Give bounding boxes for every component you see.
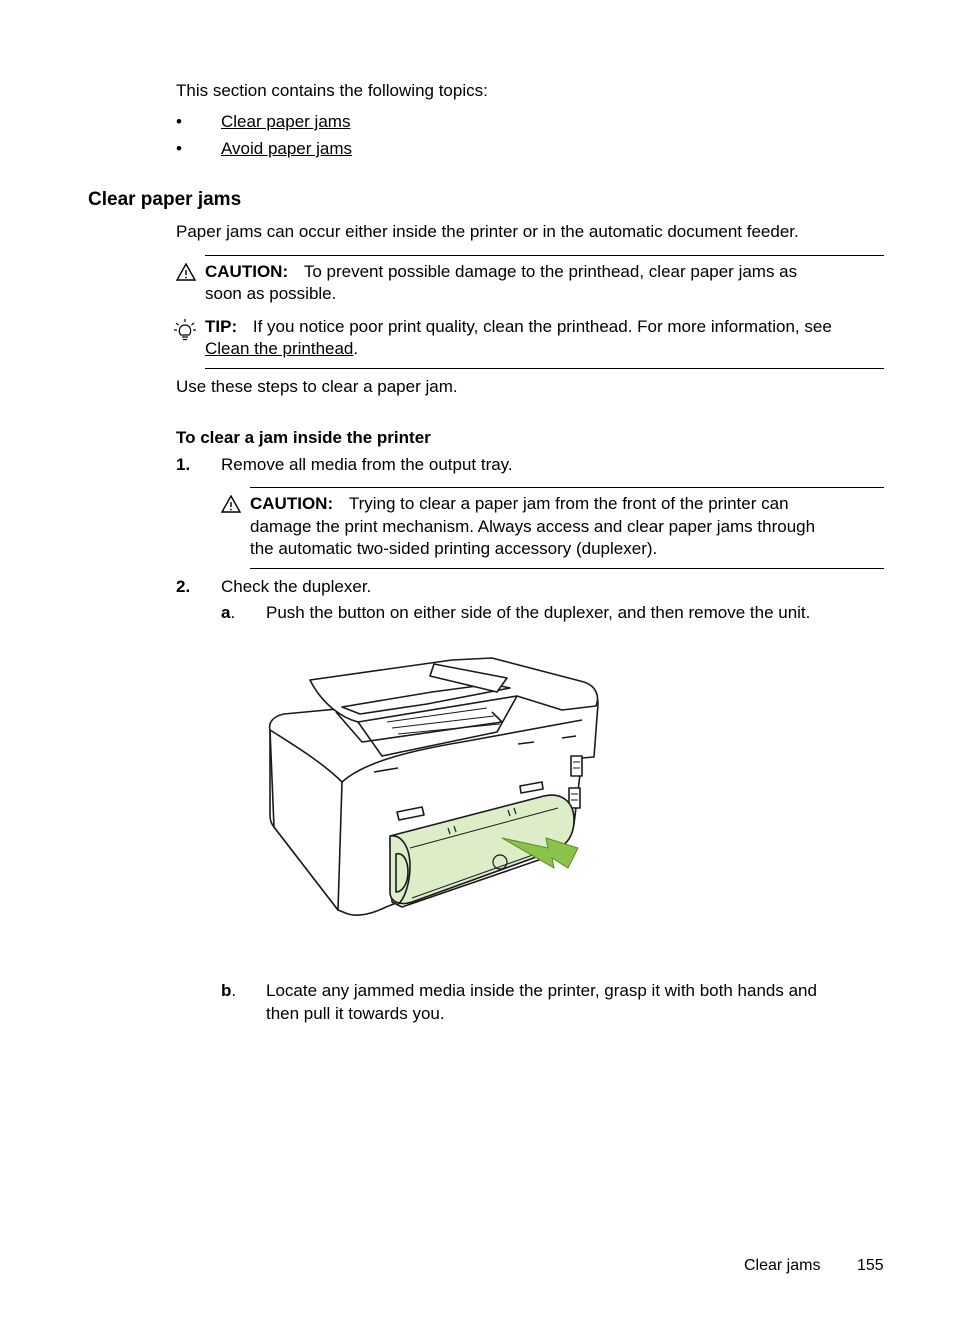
printer-duplexer-illustration [262,652,607,924]
tip-link-line [205,339,358,359]
footer-section-name: Clear jams [744,1257,821,1274]
caution-text-cont: the automatic two-sided printing accessory (duplexer). [250,539,658,558]
section-paragraph: Paper jams can occur either inside the printer or in the automatic document feeder. [176,222,799,241]
tip-label: TIP: [205,317,238,336]
procedure-title: To clear a jam inside the printer [176,428,431,447]
lightbulb-icon [174,318,196,342]
note-divider [250,568,884,569]
tip-line [205,317,832,337]
caution-text-cont: damage the print mechanism. Always access and clear paper jams through [250,517,816,536]
step-number: 2. [176,577,191,596]
step-text: Remove all media from the output tray. [221,455,513,474]
note-divider [250,487,884,488]
topic-bullet: • [176,139,182,158]
warning-triangle-icon [176,262,196,282]
intro-text: This section contains the following topics: [176,81,488,100]
tip-text: If you notice poor print quality, clean the printhead. For more information, see [252,317,832,336]
caution-line [205,262,797,282]
clean-printhead-link[interactable]: Clean the printhead [205,339,354,358]
substep-letter: b. [221,981,237,1000]
caution-label: CAUTION: [205,262,289,281]
substep-text: Push the button on either side of the duplexer, and then remove the unit. [266,603,811,622]
caution-line [250,494,789,514]
warning-triangle-icon [221,494,241,514]
step-number: 1. [176,455,191,474]
note-divider [205,255,884,256]
caution-text: Trying to clear a paper jam from the front of the printer can [348,494,789,513]
caution-text-cont: soon as possible. [205,284,337,303]
substep-text-cont: then pull it towards you. [266,1004,445,1023]
caution-text: To prevent possible damage to the printhead, clear paper jams as [303,262,798,281]
note-divider [205,368,884,369]
substep-letter: a. [221,603,236,622]
topic-link-clear-paper-jams[interactable]: Clear paper jams [221,112,351,131]
topic-link-avoid-paper-jams[interactable]: Avoid paper jams [221,139,353,158]
step-text: Check the duplexer. [221,577,372,596]
caution-label: CAUTION: [250,494,334,513]
section-heading: Clear paper jams [88,189,242,210]
substep-text: Locate any jammed media inside the printer, grasp it with both hands and [266,981,817,1000]
tip-period: . [353,339,359,358]
topic-bullet: • [176,112,182,131]
steps-intro: Use these steps to clear a paper jam. [176,377,458,396]
footer-page-number: 155 [857,1257,884,1274]
